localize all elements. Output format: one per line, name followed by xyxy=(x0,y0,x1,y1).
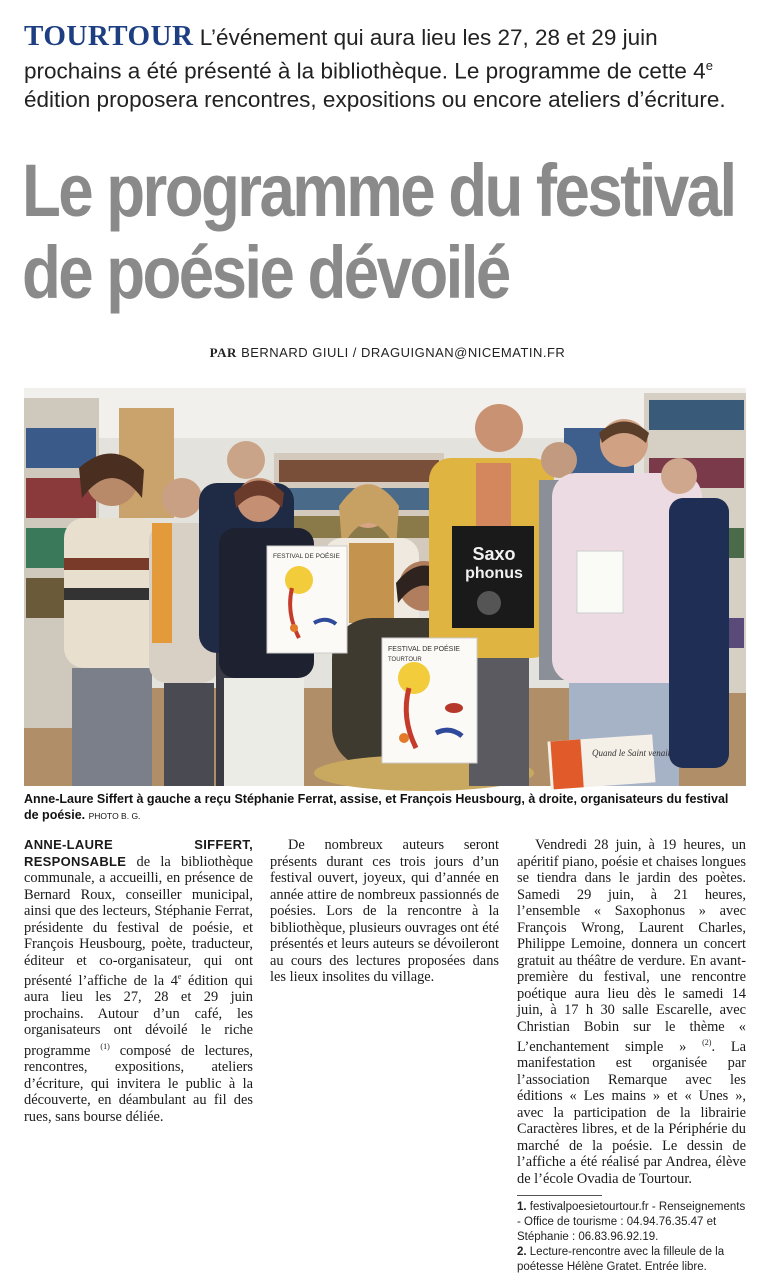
caption-text: Anne-Laure Siffert à gauche a reçu Stéphanie Ferrat, assise, et François Heusbourg, à droite, organisateurs du festival de poésie. xyxy=(24,792,729,822)
article-column-1 xyxy=(24,837,253,1125)
headline xyxy=(22,149,735,314)
headline-line-2: de poésie dévoilé xyxy=(22,231,509,314)
photo-credit: PHOTO B. G. xyxy=(88,811,141,821)
person-woman-right xyxy=(661,458,729,768)
poster-left-title: FESTIVAL DE POÉSIE xyxy=(273,553,340,560)
small-book-title: Quand le Saint venait xyxy=(592,748,671,758)
festival-poster-center xyxy=(382,638,477,763)
place-name: TOURTOUR xyxy=(24,20,194,52)
saxophonus-book xyxy=(452,526,534,628)
p3-part-a: Vendredi 28 juin, à 19 heures, un apéritif piano, poésie et chaises longues se tiendra dans le jardin des poètes. Samedi 29 juin, à 21 heures, l’ensemble « Saxophonus » avec François Wrong, Laurent Charles, Philippe Lemoine, donnera un concert gratuit au théâtre de verdure. En avant-première du festival, une rencontre poétique aura lieu dès le samedi 14 juin, à 17 h 30 salle Escarelle, avec Christian Bobin sur le thème « L’enchantement simple » xyxy=(517,837,746,1055)
p1-part-b: édition qui aura lieu les 27, 28 et 29 juin prochains. Autour d’un café, les organisateurs ont dévoilé le riche programme xyxy=(24,972,253,1059)
footnote-ref-1: (1) xyxy=(100,1041,110,1051)
lede xyxy=(24,22,754,114)
p3-part-b: . La manifestation est organisée par l’association Remarque avec les éditions « Les mains » et « Unes », avec la participation de la librairie Caractères libres, et de la Périphérie du marché de la poésie. Le dessin de l’affiche a été réalisé par Andrea, élève de l’école Ovadia de Tourtour. xyxy=(517,1038,747,1187)
lede-text-a: L’événement qui aura lieu les 27, 28 et 29 juin prochains a été présenté à la bibliothèque. Le programme de cette 4 xyxy=(24,25,706,84)
article-photo xyxy=(24,388,746,786)
white-booklet xyxy=(577,551,623,613)
paragraph-1-start xyxy=(24,837,253,1125)
footnote-ref-2: (2) xyxy=(702,1038,712,1047)
p1-part-c: composé de lectures, rencontres, expositions, ateliers d’écriture, qui invitera le public à la découverte, en déambulant au fil des rues, sans bourse déliée. xyxy=(24,1042,254,1125)
photo-caption xyxy=(24,791,744,824)
footnote-1-text: festivalpoesietourtour.fr - Renseignements - Office de tourisme : 04.94.76.35.47 et Stéphanie : 06.83.96.92.19. xyxy=(517,1201,746,1244)
headline-line-1: Le programme du festival xyxy=(22,149,735,232)
saxophonus-line-1: Saxo xyxy=(472,544,516,564)
footnote-2-number: 2. xyxy=(517,1246,527,1259)
photo-illustration xyxy=(24,388,746,786)
poster-center-place: TOURTOUR xyxy=(388,657,422,663)
footnote-1-number: 1. xyxy=(517,1201,527,1214)
lede-text-b: édition proposera rencontres, expositions ou encore ateliers d’écriture. xyxy=(24,86,726,112)
article-column-2 xyxy=(270,837,499,986)
saxophonus-line-2: phonus xyxy=(465,565,523,582)
poster-center-title: FESTIVAL DE POÉSIE xyxy=(388,646,460,653)
article-column-3 xyxy=(517,837,746,1275)
festival-poster-left xyxy=(267,546,347,653)
article-lead: ANNE-LAURE SIFFERT, RESPONSABLE xyxy=(24,837,253,869)
p1-sup: e xyxy=(177,972,182,981)
byline-par: PAR xyxy=(209,345,237,360)
footnote-2-text: Lecture-rencontre avec la filleule de la poétesse Hélène Gratet. Entrée libre. xyxy=(517,1246,725,1274)
notes-divider xyxy=(517,1195,602,1196)
footnote-1 xyxy=(517,1200,746,1245)
byline xyxy=(0,345,775,361)
edition-sup: e xyxy=(705,58,713,73)
small-book xyxy=(547,734,670,789)
paragraph-2: De nombreux auteurs seront présents durant ces trois jours d’un festival ouvert, joyeux, qui d’année en année attire de nombreux passionnés de poésies. Lors de la rencontre à la bibliothèque, plusieurs ouvrages ont été présentés et leurs auteurs se dévoileront au cours des lectures proposées dans les lieux insolites du village. xyxy=(270,837,499,985)
byline-author: BERNARD GIULI / DRAGUIGNAN@NICEMATIN.FR xyxy=(241,345,566,360)
p1-part-a: de la bibliothèque communale, a accueilli, en présence de Bernard Roux, conseiller municipal, ainsi que des lecteurs, Stéphanie Ferrat, présidente du festival de poésie, et François Heusbourg, poète, traducteur, éditeur et co-organisateur, qui ont présenté l’affiche de la 4 xyxy=(24,853,253,989)
footnote-2 xyxy=(517,1245,746,1275)
paragraph-3 xyxy=(517,837,746,1187)
